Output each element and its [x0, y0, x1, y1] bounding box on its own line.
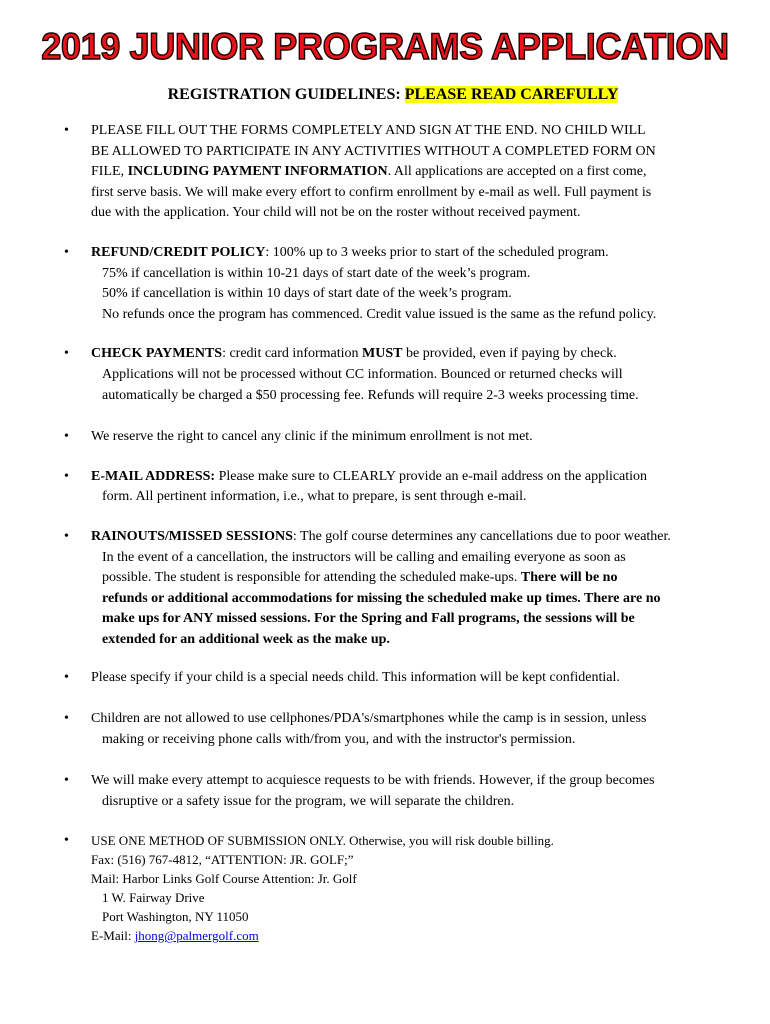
bullet: • [64, 244, 69, 260]
text-span: FILE, [91, 164, 128, 180]
text-line [91, 568, 730, 589]
guidelines-label: REGISTRATION GUIDELINES: [167, 86, 405, 103]
text-line: No refunds once the program has commenced. Credit value issued is the same as the refund policy. [102, 306, 657, 322]
text-line: making or receiving phone calls with/from you, and with the instructor's permission. [102, 731, 576, 747]
guidelines-list [0, 121, 770, 945]
address-line: Port Washington, NY 11050 [102, 909, 249, 925]
email-prefix: E-Mail: [91, 928, 135, 944]
text-span: . All applications are accepted on a first come, [387, 164, 647, 180]
text-line: make ups for ANY missed sessions. For the Spring and Fall programs, the sessions will be [102, 611, 635, 627]
refund-policy-label: REFUND/CREDIT POLICY [91, 244, 266, 260]
email-address-label: E-MAIL ADDRESS: [91, 468, 216, 484]
page-title: 2019 JUNIOR PROGRAMS APPLICATION [41, 26, 729, 67]
list-item-rainouts [0, 527, 770, 651]
bullet: • [64, 711, 69, 727]
text-line: PLEASE FILL OUT THE FORMS COMPLETELY AND SIGN AT THE END. NO CHILD WILL [91, 123, 646, 138]
list-item-email-address [0, 467, 770, 508]
text-span: : 100% up to 3 weeks prior to start of the scheduled program. [265, 244, 609, 260]
text-line: 50% if cancellation is within 10 days of start date of the week’s program. [102, 286, 512, 302]
bullet: • [64, 670, 69, 686]
rainouts-label: RAINOUTS/MISSED SESSIONS [91, 528, 293, 544]
list-item-refund-policy [0, 243, 770, 325]
mail-line: Mail: Harbor Links Golf Course Attention: Jr. Golf [91, 871, 357, 887]
address-line: 1 W. Fairway Drive [102, 890, 205, 906]
text-span: : credit card information [222, 346, 363, 362]
text-line [91, 467, 730, 488]
bullet: • [64, 468, 69, 484]
bullet: • [64, 429, 69, 445]
text-line [91, 527, 730, 548]
text-span: possible. The student is responsible for attending the scheduled make-ups. [102, 570, 521, 586]
email-link[interactable]: jhong@palmergolf.com [134, 928, 259, 944]
text-line: refunds or additional accommodations for missing the scheduled make up times. There are no [102, 590, 661, 606]
text-line: form. All pertinent information, i.e., what to prepare, is sent through e-mail. [102, 489, 527, 505]
bullet: • [64, 528, 69, 544]
text-line: In the event of a cancellation, the instructors will be calling and emailing everyone as soon as [102, 549, 626, 565]
text-line: Please specify if your child is a special needs child. This information will be kept confidential. [91, 670, 620, 686]
text-span: Please make sure to CLEARLY provide an e-mail address on the application [215, 468, 648, 484]
text-span: be provided, even if paying by check. [402, 346, 617, 362]
text-line [91, 243, 730, 264]
text-line: We will make every attempt to acquiesce requests to be with friends. However, if the group becomes [91, 773, 655, 789]
text-line: first serve basis. We will make every effort to confirm enrollment by e-mail as well. Full payment is [91, 184, 652, 200]
bullet: • [64, 773, 69, 789]
payment-info-emphasis: INCLUDING PAYMENT INFORMATION [127, 164, 388, 180]
bullet: • [64, 346, 69, 362]
text-line: 75% if cancellation is within 10-21 days of start date of the week’s program. [102, 265, 531, 281]
read-carefully-highlight: PLEASE READ CAREFULLY [404, 86, 619, 103]
text-line [91, 344, 730, 365]
text-line: BE ALLOWED TO PARTICIPATE IN ANY ACTIVITIES WITHOUT A COMPLETED FORM ON [91, 143, 656, 159]
list-item-reserve-right [0, 427, 770, 448]
email-line [91, 926, 730, 945]
text-line: automatically be charged a $50 processing fee. Refunds will require 2-3 weeks processing time. [102, 387, 639, 403]
bullet: • [64, 123, 69, 138]
text-line: We reserve the right to cancel any clinic if the minimum enrollment is not met. [91, 429, 533, 445]
check-payments-label: CHECK PAYMENTS [91, 346, 223, 362]
list-item-cellphones [0, 709, 770, 750]
text-span: : The golf course determines any cancellations due to poor weather. [292, 528, 671, 544]
no-refunds-emphasis: There will be no [520, 570, 618, 586]
list-item-friends [0, 771, 770, 812]
list-item-check-payments [0, 344, 770, 406]
text-line: extended for an additional week as the make up. [102, 631, 390, 647]
registration-guidelines-heading [0, 84, 770, 106]
text-line [91, 162, 730, 183]
text-line: due with the application. Your child will not be on the roster without received payment. [91, 205, 581, 221]
fax-line: Fax: (516) 767-4812, “ATTENTION: JR. GOLF;” [91, 852, 354, 868]
list-item-submission [0, 831, 770, 945]
bullet: • [64, 833, 69, 849]
text-line: Children are not allowed to use cellphones/PDA's/smartphones while the camp is in session, unless [91, 711, 647, 727]
must-emphasis: MUST [362, 346, 403, 362]
text-line: Applications will not be processed without CC information. Bounced or returned checks will [102, 366, 623, 382]
list-item-special-needs [0, 668, 770, 689]
text-line: disruptive or a safety issue for the program, we will separate the children. [102, 793, 515, 809]
list-item-fill-forms [0, 121, 770, 224]
text-line: USE ONE METHOD OF SUBMISSION ONLY. Otherwise, you will risk double billing. [91, 833, 554, 849]
